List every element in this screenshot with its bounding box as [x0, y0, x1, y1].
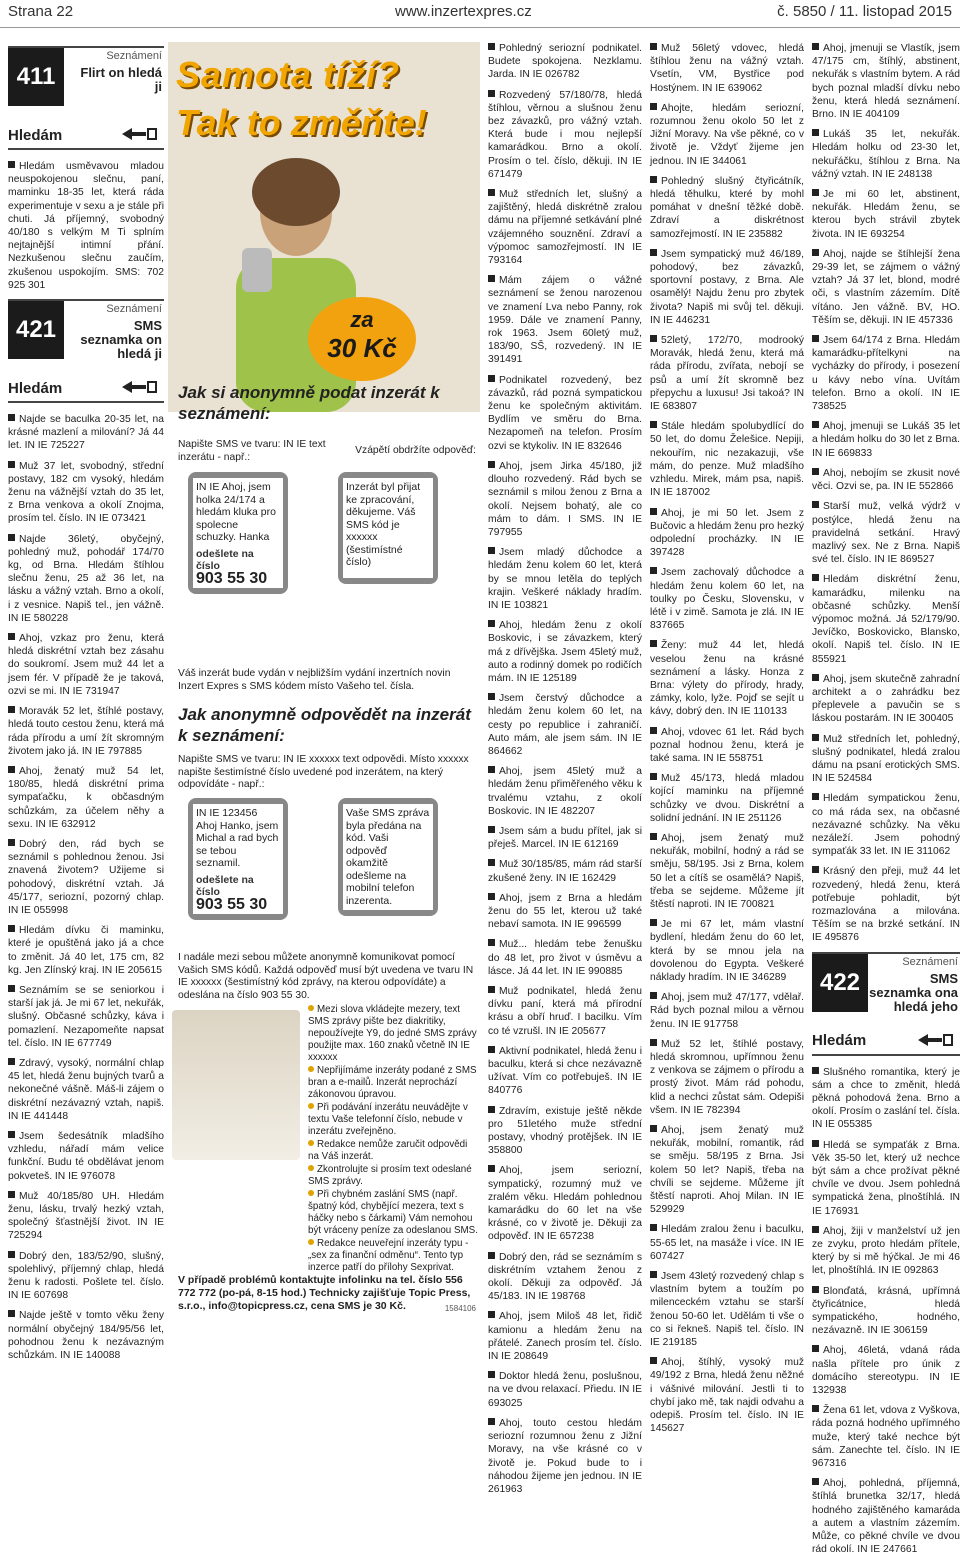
section-hledam: Hledám	[8, 379, 63, 397]
section-box-411	[8, 46, 164, 150]
bullet-square-icon	[488, 547, 495, 554]
bullet-square-icon	[488, 90, 495, 97]
bullet-square-icon	[488, 893, 495, 900]
classified-ad: Ženy: muž 44 let, hledá veselou ženu na krásné seznámení a lásky. Honza z Brna: výlety do přírody, hrady, zámky, kolo, lyže. Pojď se sejít u kávy, dobrý den. IN IE 110133	[650, 640, 804, 718]
classified-ad: Doktor hledá ženu, poslušnou, na ve dvou relaxací. Přiedu. IN IE 693025	[488, 1371, 642, 1409]
classified-ad: Muž podnikatel, hledá ženu dívku paní, která má přírodní krásu a obří hruď. I bacilku. Vím co té vzrušl. IN IE 205677	[488, 986, 642, 1037]
bullet-square-icon	[488, 986, 495, 993]
bullet-square-icon	[8, 161, 15, 168]
bullet-square-icon	[650, 249, 657, 256]
phone-illustration	[188, 472, 288, 594]
bullet-square-icon	[650, 1125, 657, 1132]
bullet-square-icon	[650, 421, 657, 428]
bullet-square-icon	[488, 375, 495, 382]
classified-ad: Ahoj, jsem Jirka 45/180, již dlouho rozvedený. Rád bych se seznámil s milou ženou z Brna a okolí. Nejsem bohatý, ale co mám to dám. I SMS. IN IE 797955	[488, 460, 642, 538]
classified-ad: Blonďatá, krásná, upřímná čtyřicátnice, hledá sympatického, hodného, nezávazně. IN IE 306159	[812, 1285, 960, 1337]
section-box-421	[8, 299, 164, 403]
classified-ad: Zdravý, vysoký, normální chlap 45 let, hledá ženu bujných tvarů a nekonečné vášně. Máš-li zájem o diskrétní nezávazný vztah, napiš. IN IE 441448	[8, 1057, 164, 1122]
bullet-square-icon	[488, 275, 495, 282]
section-code: 411	[8, 48, 64, 106]
phone-screen	[343, 478, 433, 578]
ads-list	[812, 1066, 960, 1557]
section-hledam: Hledám	[8, 126, 63, 144]
section-category: Seznámení	[106, 50, 162, 62]
bullet-square-icon	[812, 734, 819, 741]
classified-ad: Seznámím se se seniorkou i starší jak já. Je mi 67 let, nekuřák, slušný. Občasné schůzky, káva i pomazlení. Nezapomeňte napsat tel. číslo. IN IE 677749	[8, 984, 164, 1049]
classified-ad: Hledám dívku či maminku, které je opuštěná jako já a chce to změnit. Já 40 let, 175 cm, 82 kg. Jen Zlínský kraj. IN IE 205615	[8, 925, 164, 976]
bullet-square-icon	[650, 1271, 657, 1278]
bullet-square-icon	[8, 414, 15, 421]
bullet-square-icon	[812, 574, 819, 581]
phone-screen	[193, 804, 283, 914]
classified-ad: Muž... hledám tebe ženušku do 48 let, pro život v úsměvu a lásce. Já 44 let. IN IE 990885	[488, 939, 642, 977]
classified-ad: Ahoj, jsem skutečně zahradní architekt a o zahrádku bez přeplevele a pavučin se s láskou postarám. IN IE 300405	[812, 673, 960, 725]
bullet-square-icon	[650, 176, 657, 183]
bullet-square-icon	[488, 461, 495, 468]
bullet-dot-icon	[308, 1190, 314, 1196]
classified-ad: Dobrý den, 183/52/90, slušný, spolehlivý, příjemný chlap, hledá ženu k radosti. Pošlete tel. číslo. IN IE 607698	[8, 1250, 164, 1302]
rule-item: Redakce nemůže zaručit odpovědi na Váš inzerát.	[308, 1139, 468, 1162]
bullet-square-icon	[488, 826, 495, 833]
classified-ad: Ahoj, jmenuji se Vlastík, jsem 47/175 cm, štíhlý, abstinent, nekuřák s vlastním bytem. A rád bych poznal mladší dívku nebo ženu, která hledá seznámení. Brno. IN IE 404109	[812, 43, 960, 121]
example-sms: IN IE Ahoj, jsem holka 24/174 a hledám kluka pro spolecne schuzky. Hanka	[196, 481, 276, 543]
teaser-image	[168, 42, 480, 412]
bullet-square-icon	[812, 866, 819, 873]
bullet-square-icon	[812, 501, 819, 508]
classified-ad: Jsem sám a budu přítel, jak si přeješ. Marcel. IN IE 612169	[488, 825, 642, 851]
bullet-square-icon	[488, 766, 495, 773]
classified-ad: Ahoj, jmenuji se Lukáš 35 let a hledám holku do 30 let z Brna. IN IE 669833	[812, 421, 960, 459]
bullet-square-icon	[650, 335, 657, 342]
price-prefix: za	[350, 307, 374, 332]
bullet-square-icon	[812, 189, 819, 196]
classified-ad: Ahoj, hledám ženu z okolí Boskovic, i se závazkem, který má z dřívějška. Jsem 45letý muž, auto a rodinný domek po rodičích mám. IN IE 125189	[488, 620, 642, 684]
classified-ad: Krásný den přeji, muž 44 let rozvedený, hledá ženu, která potřebuje pohladit, být rozmazlována a milována. Těším se na brzké setkání. IN IE 495876	[812, 866, 960, 944]
rule-item: Při podávání inzerátu neuvádějte v textu Vaše telefonní číslo, nebude v inzerátu zveřejněno.	[308, 1102, 468, 1137]
bullet-square-icon	[8, 633, 15, 640]
ads-list	[8, 160, 164, 292]
classified-ad: Jsem zachovalý důchodce a hledám ženu kolem 60 let, na toulky po Česku, Slovensku, v létě i v zimě. Samota je zlá. IN IE 837665	[650, 567, 804, 632]
bullet-square-icon	[812, 468, 819, 475]
bullet-square-icon	[488, 620, 495, 627]
bullet-square-icon	[812, 1286, 819, 1293]
classified-ad: Muž středních let, pohledný, slušný podnikatel, hledá zralou dámu na psaní erotických SMS. IN IE 524584	[812, 733, 960, 785]
classified-ad: Najde 36letý, obyčejný, pohledný muž, pohodář 174/70 kg, od Brna. Hledám štíhlou slečnu ženu, 25 až 36 let, na lásku a vážný vztah. Brno a okolí, i z vesnice. Napiš tel., jen vážně. IN IE 580228	[8, 533, 164, 624]
rules-list	[308, 1004, 478, 1275]
bullet-square-icon	[812, 1067, 819, 1074]
ads-list	[8, 413, 164, 1362]
section-code: 421	[8, 301, 64, 359]
phone-screen	[343, 804, 433, 910]
divider	[8, 148, 164, 150]
classified-ad: Ahoj, štíhlý, vysoký muž 49/192 z Brna, hledá ženu něžné i vášnivé milování. Jestli ti to chybí jako mě, tak najdi odvahu a odepiš. Prosím tel. číslo. IN IE 145627	[650, 1357, 804, 1435]
classified-ad: Hledám sympatickou ženu, co má ráda sex, na občasné nezávazné schůzky. Na věku nezáleží. Jsem pohodný sympaťák 33 let. IN IE 311062	[812, 793, 960, 858]
section-hledam: Hledám	[812, 1032, 867, 1050]
bullet-square-icon	[650, 992, 657, 999]
bullet-square-icon	[812, 1345, 819, 1352]
bullet-square-icon	[812, 674, 819, 681]
section-category: Seznámení	[106, 303, 162, 316]
example-reply: Vaše SMS zpráva byla předána na kód. Vaši odpověď okamžitě odešleme na mobilní telefon inzerenta.	[346, 807, 430, 907]
bullet-square-icon	[8, 925, 15, 932]
phone-illustration	[338, 472, 438, 584]
classified-ad: Dobrý den, rád se seznámím s diskrétním vztahem ženou z okolí. Děkuji za odpověď. Já 45/183. IN IE 198768	[488, 1251, 642, 1303]
classified-ad: Muž 56letý vdovec, hledá štíhlou ženu na vážný vztah. Vsetín, VM, Bystřice pod Hostýnem. IN IE 639062	[650, 43, 804, 94]
classified-ad: Jsem 64/174 z Brna. Hledám kamarádku-přítelkyni na vycházky do přírody, i posezení u kávy nebo vína. Uvítám telefon. Brno a okolí. IN IE 738525	[812, 335, 960, 413]
bullet-square-icon	[8, 1251, 15, 1258]
classified-ad: Pohledný seriozní podnikatel. Budete spokojena. Nezklamu. Jarda. IN IE 026782	[488, 43, 642, 81]
bullet-square-icon	[812, 1478, 819, 1485]
classified-ad: Hledám usměvavou mladou neuspokojenou slečnu, paní, maminku 18-35 let, která ráda experimentuje v sexu a je stále při chuti. Já příjemný, svobodný 40/180 s velkým M Ti splním nejtajnější intimní přání. Nezkušenou slečnu zaučím, zkušenou uspokojím. SMS: 702 925 301	[8, 161, 164, 291]
bullet-square-icon	[650, 567, 657, 574]
classified-ad: Ahoj, vzkaz pro ženu, která hledá diskrétní vztah bez zásahu do soukromí. Jsem muž 44 let a jsem fér. V případě že je taková, ozvi se mi. IN IE 731947	[8, 633, 164, 697]
bullet-square-icon	[650, 508, 657, 515]
headline-2: Tak to změňte!	[176, 102, 427, 143]
example-sms: IN IE 123456 Ahoj Hanko, jsem Michal a rad bych se tebou seznamil.	[196, 807, 279, 869]
bullet-dot-icon	[308, 1239, 314, 1245]
bullet-square-icon	[488, 1046, 495, 1053]
classified-ad: Jsem sympatický muž 46/189, pohodový, bez závazků, sportovní postavy, z Brna. Ale osamělý! Najdu ženu pro zbytek života? Napiš mi svůj tel. děkuji. IN IE 446231	[650, 248, 804, 326]
phone-screen	[193, 478, 283, 588]
classified-ad: Ahoj, žiji v manželství už jen ze zvyku, proto hledám přítele, který by si mě hýčkal. Je mi 46 let, plnoštíhlá. IN IE 092863	[812, 1225, 960, 1277]
section-subtitle: Flirt on hledá ji	[80, 65, 162, 94]
bullet-square-icon	[8, 1131, 15, 1138]
bullet-square-icon	[650, 640, 657, 647]
rule-item: Při chybném zaslání SMS (např. špatný kód, chybějící mezera, text s háčky nebo s čárkami) Vám nemohou být vráceny peníze za odeslanou SMS.	[308, 1189, 478, 1236]
section-category: Seznámení	[902, 955, 958, 968]
woman-photo	[172, 1010, 300, 1160]
classified-ad: Lukáš 35 let, nekuřák. Hledám holku od 23-30 let, nekuřáčku, štíhlou z Brna. Na vážný vztah. IN IE 248138	[812, 129, 960, 180]
how-reply-title: Jak anonymně odpovědět na inzerát k seznámení:	[178, 705, 471, 745]
rule-item: Zkontrolujte si prosím text odeslané SMS zprávy.	[308, 1164, 472, 1187]
bullet-square-icon	[650, 1357, 657, 1364]
rule-item: Nepřijímáme inzeráty podané z SMS bran a e-mailů. Inzerát neprochází zákonovou úpravou.	[308, 1065, 477, 1100]
send-label: odešlete na číslo	[196, 873, 254, 898]
classified-ad: Ahoj, jsem ženatý muž nekuřák, mobilní, romantik, rád se směju. 58/195 z Brna. Jsi kolem 50 let? Napiš, třeba na chvíli se sejdeme. Můžeme jít štěstí naproti. Ahoj Milan. IN IE 529929	[650, 1125, 804, 1216]
classified-ad: Jsem 43letý rozvedený chlap s vlastním bytem a toužím po milenceckém vztahu se starší ženou 50-60 let. Udělám ti vše o co si řekneš. Napiš tel. číslo. IN IE 219185	[650, 1271, 804, 1349]
rule-item: Mezi slova vkládejte mezery, text SMS zprávy pište bez diakritiky, nepoužívejte Y9, do jedné SMS zprávy použijte max. 160 znaků včetně IN IE xxxxxx	[308, 1004, 477, 1063]
classified-ad: Jsem mladý důchodce a hledám ženu kolem 60 let, která by se mnou letěla do teplých krajin. Veškeré náklady hradím. IN IE 103821	[488, 547, 642, 611]
bullet-square-icon	[812, 1140, 819, 1147]
bullet-square-icon	[488, 1165, 495, 1172]
infoline-box: V případě problémů kontaktujte infolinku na tel. číslo 556 772 772 (po-pá, 8-15 hod.) Technicky zajišťuje Topic Press, s.r.o., info@topicpress.cz, cena SMS je 30 Kč.	[178, 1274, 471, 1312]
price-badge	[308, 297, 416, 381]
publish-note: Váš inzerát bude vydán v nejbližším vydání inzertních novin Inzert Expres s SMS kódem místo Vašeho tel. čísla.	[178, 668, 451, 692]
classified-ad: Ahoj, je mi 50 let. Jsem z Bučovic a hledám ženu pro hezký odpolední procházky. IN IE 397428	[650, 507, 804, 559]
classified-ad: Pohledný slušný čtyřicátník, hledá těhulku, které by mohl pomáhat v dnešní těžké době. Zdraví a diskrétnost samozřejmostí. IN IE 235882	[650, 175, 804, 240]
bullet-square-icon	[812, 793, 819, 800]
bullet-square-icon	[488, 1311, 495, 1318]
ad-code: 1584106	[444, 1304, 476, 1313]
classified-ad: Žena 61 let, vdova z Vyškova, ráda pozná hodného upřímného muže, který také nechce být sám. Zanechte tel. číslo. IN IE 967316	[812, 1405, 960, 1470]
bullet-square-icon	[8, 534, 15, 541]
bullet-square-icon	[812, 129, 819, 136]
classified-ad: Podnikatel rozvedený, bez závazků, rád pozná sympatickou ženu ke společným aktivitám. Bydlím ve směru do Brna. Nezapomeň na telefon. Prosím ozvi se ktykoliv. IN IE 832646	[488, 374, 642, 452]
bullet-square-icon	[8, 706, 15, 713]
classified-ad: Muž středních let, slušný a zajištěný, hledá diskrétně zralou dámu na příjemné setkávání plné vzájemného souznění. Zdraví a výpomoc samozřejmostí. IN IE 793164	[488, 189, 642, 267]
classified-ad: Dobrý den, rád bych se seznámil s pohlednou ženou. Jsi znavená životem? Užijeme si pohodový, diskrétní vztah. Já 45/177, seriozní, pozorný chlap. IN IE 055998	[8, 838, 164, 916]
bullet-square-icon	[650, 1039, 657, 1046]
bullet-square-icon	[8, 766, 15, 773]
phone-illustration	[188, 798, 288, 920]
column-4	[488, 42, 642, 1503]
bullet-square-icon	[8, 1058, 15, 1065]
bullet-square-icon	[8, 1191, 15, 1198]
bullet-square-icon	[812, 1226, 819, 1233]
column-1	[8, 42, 164, 1369]
bullet-square-icon	[488, 1418, 495, 1425]
classified-ad: Ahoj, 46letá, vdaná ráda našla přítele pro únik z domácího stereotypu. IN IE 132938	[812, 1345, 960, 1397]
bullet-square-icon	[8, 461, 15, 468]
classified-ad: Ahoj, najde se štíhlejší žena 29-39 let, se zájmem o vážný vztah? Já 37 let, blond, modré oči, s vlastním zázemím. Dítě vítáno. Jen vážně. BV, HO. Těším se, děkuji. IN IE 457336	[812, 248, 960, 326]
bullet-square-icon	[488, 1106, 495, 1113]
bullet-square-icon	[8, 1310, 15, 1317]
classified-ad: Ahoj, jsem seriozní, sympatický, rozumný muž ve zralém věku. Hledám pohlednou kamarádku do 60 let na vše krásné, co v životě je. Děkuji za odpověď. IN IE 657238	[488, 1165, 642, 1243]
classified-ad: Jsem šedesátník mladšího vzhledu, nářadí mám velice funkční. Budu té obdělávat jenom pokveteš. IN IE 976078	[8, 1130, 164, 1182]
reply-caption: Vzápětí obdržíte odpověď:	[355, 445, 476, 456]
classified-ad: Ahoj, jsem z Brna a hledám ženu do 55 let, kterou už také nebaví samota. IN IE 996599	[488, 892, 642, 931]
promo-panel	[168, 42, 480, 1318]
classified-ad: Muž 45/173, hledá mladou kojící maminku na příjemné schůzky ve dvou. Diskrétní a solidní jednání. IN IE 251126	[650, 773, 804, 824]
bullet-square-icon	[812, 249, 819, 256]
classified-ad: Muž 30/185/85, mám rád starší zkušené ženy. IN IE 162429	[488, 859, 642, 884]
bullet-square-icon	[812, 1405, 819, 1412]
classified-ad: Zdravím, existuje ještě někde pro 51letého muže střední postavy, vhodný protějšek. IN IE 358800	[488, 1105, 642, 1157]
section-code: 422	[812, 954, 868, 1012]
divider	[812, 1054, 960, 1056]
bullet-square-icon	[488, 693, 495, 700]
bullet-square-icon	[650, 773, 657, 780]
classified-ad: Ahoj, touto cestou hledám seriozní rozumnou ženu z Jižní Moravy, na vše krásné co v životě je. Pokud bude to i náhodou žijeme jen jednou. IN IE 261963	[488, 1417, 642, 1495]
classified-ad: Je mi 60 let, abstinent, nekuřák. Hledám ženu, se kterou bych strávil zbytek života. IN IE 693254	[812, 189, 960, 240]
price-amount: 30 Kč	[327, 333, 397, 363]
classified-ad: Aktivní podnikatel, hledá ženu i baculku, která si chce nezávazně užívat. Vím co potřebuješ. IN IE 840776	[488, 1045, 642, 1097]
send-label: odešlete na číslo	[196, 547, 254, 572]
bullet-dot-icon	[308, 1066, 314, 1072]
page-header	[0, 0, 960, 28]
bullet-square-icon	[488, 859, 495, 866]
phone-illustration	[338, 798, 438, 916]
classified-ad: Starší muž, velká výdrž v postýlce, hledá ženu na pravidelná setkání. Hravý mazlivý sex. Ne z Brna. Napiš své tel. číslo. IN IE 869527	[812, 501, 960, 566]
classified-ad: Hledám diskrétní ženu, kamarádku, milenku na občasné schůzky. Menší výpomoc možná. Já 52/179/90. Jevíčko, Boskovicko, Blansko, okolí. Napiš tel. číslo. IN IE 855921	[812, 574, 960, 665]
classified-ad: Ahojte, hledám seriozní, rozumnou ženu okolo 50 let z Jižní Moravy. Na vše pěkné, co v životě je. Vždyť žijeme jen jednou. IN IE 344061	[650, 102, 804, 167]
bullet-square-icon	[488, 189, 495, 196]
site-url[interactable]: www.inzertexpres.cz	[395, 3, 532, 20]
bullet-square-icon	[650, 103, 657, 110]
bullet-dot-icon	[308, 1140, 314, 1146]
sms-number: 903 55 30	[196, 569, 268, 587]
classified-ad: Ahoj, jsem ženatý muž nekuřák, mobilní, hodný a rád se směju, 58/195. Jsi z Brna, kolem 50 let a cítíš se osamělá? Napiš, třeba se sejdeme. Můžeme jít štěstí naproti. IN IE 700821	[650, 832, 804, 910]
classified-ad: Najde se baculka 20-35 let, na krásné mazlení a milování? Já 44 let. IN IE 725227	[8, 414, 164, 452]
classified-ad: Najde ještě v tomto věku ženy normální obyčejný 184/95/56 let, pohodnou ženu k nezávazným schůzkám. IN IE 140088	[8, 1310, 164, 1362]
classified-ad: Ahoj, nebojím se zkusit nové věci. Ozvi se, pa. IN IE 552866	[812, 467, 960, 493]
section-subtitle: SMS seznamka ona hledá jeho	[869, 970, 958, 1014]
bullet-square-icon	[812, 43, 819, 50]
bullet-square-icon	[812, 421, 819, 428]
ads-list	[812, 42, 960, 945]
bullet-dot-icon	[308, 1165, 314, 1171]
classified-ad: Moravák 52 let, štíhlé postavy, hledá touto cestou ženu, která má ráda přírodu a umí žít skromným životem jako já. IN IE 797885	[8, 706, 164, 757]
classified-ad: Ahoj, vdovec 61 let. Rád bych poznal hodnou ženu, která je také sama. IN IE 558751	[650, 726, 804, 764]
classified-ad: Muž 52 let, štíhlé postavy, hledá skromnou, upřímnou ženu z venkova se zájmem o přírodu a prostý život. Mám rád pohodu, klid a nechci zůstat sám. Odepiši všem. IN IE 782394	[650, 1038, 804, 1116]
bullet-square-icon	[650, 1224, 657, 1231]
classified-ad: Ahoj, jsem 45letý muž a hledám ženu přiměřeného věku k trvalému vztahu, z okolí Boskovic. IN IE 482207	[488, 766, 642, 817]
divider	[8, 401, 164, 403]
issue-info: č. 5850 / 11. listopad 2015	[777, 3, 952, 20]
classified-ad: Rozvedený 57/180/78, hledá štíhlou, věrnou a slušnou ženu bez závazků, pro vážný vztah. Která bude i mou nejlepší kamarádkou. Brno a okolí. Prosím o tel. číslo, děkuji. IN IE 671479	[488, 89, 642, 180]
headline-1: Samota tíží?	[176, 54, 401, 95]
bullet-square-icon	[488, 43, 495, 50]
classified-ad: Muž 37 let, svobodný, střední postavy, 182 cm vysoký, hledám ženu na vážnější vztah do 35 let, z Brna venkova a okolí Znojma, prosím tel. číslo. IN IE 073421	[8, 460, 164, 525]
classified-ad: Ahoj, jsem Miloš 48 let, řidič kamionu a hledám ženu na přátelé. Zanech prosím tel. číslo. IN IE 208649	[488, 1311, 642, 1363]
submit-instructions: Napište SMS ve tvaru: IN IE text inzerátu - např.:	[178, 439, 326, 463]
classified-ad: Ahoj, jsem muž 47/177, vdělař. Rád bych poznal milou a věrnou ženu. IN IE 917758	[650, 992, 804, 1030]
bullet-square-icon	[650, 43, 657, 50]
classified-ad: Jsem čerstvý důchodce a hledám ženu kolem 60 let, na cesty po republice i zahraničí. Auto mám, ale jsem sám. IN IE 864662	[488, 693, 642, 757]
bullet-square-icon	[488, 939, 495, 946]
page-number: Strana 22	[8, 3, 74, 20]
section-subtitle: SMS seznamka on hledá ji	[80, 318, 162, 362]
bullet-square-icon	[8, 985, 15, 992]
bullet-square-icon	[8, 839, 15, 846]
bullet-square-icon	[488, 1252, 495, 1259]
classified-ad: Stále hledám spolubydlící do 50 let, do domu Želešice. Nepiji, nekouřím, nic nezakazuji, vše mám, do penze. Muž mladšího vzhledu. Mirek, mám psa, napiš. IN IE 187002	[650, 421, 804, 499]
sms-number: 903 55 30	[196, 895, 268, 913]
arrow-icon	[120, 379, 158, 395]
column-5	[650, 42, 804, 1443]
example-reply: Inzerát byl přijat ke zpracování, děkujeme. Váš SMS kód je xxxxxx (šestimístné číslo)	[346, 481, 421, 568]
bullet-square-icon	[488, 1371, 495, 1378]
classified-ad: Muž 40/185/80 UH. Hledám ženu, lásku, trvalý hezký vztah, společný šťastnější život. IN IE 725294	[8, 1190, 164, 1242]
column-6	[812, 42, 960, 1564]
arrow-icon	[916, 1032, 954, 1048]
bullet-dot-icon	[308, 1005, 314, 1011]
classified-ad: Je mi 67 let, mám vlastní bydlení, hledám ženu do 60 let, která by se mnou jela na dovolenou do Egypta. Veškeré náklady hradím. IN IE 346289	[650, 919, 804, 983]
bullet-square-icon	[650, 833, 657, 840]
bullet-square-icon	[650, 727, 657, 734]
classified-ad: Mám zájem o vážné seznámení se ženou narozenou ve znamení Lva nebo Panny, rok 1959. Dále ve znamení Panny, rok 1963. Jsem 60letý muž, 183/90, SŠ, rozvedený. IN IE 391491	[488, 275, 642, 366]
bullet-square-icon	[650, 919, 657, 926]
classified-ad: 52letý, 172/70, modrooký Moravák, hledá ženu, která má ráda přírodu, zvířata, nebojí se psů a umí žít skromně bez přepychu a luxusu! Jsi takoá? IN IE 683807	[650, 335, 804, 413]
bullet-square-icon	[812, 335, 819, 342]
classified-ad: Hledá se sympaťák z Brna. Věk 35-50 let, který už nechce být sám a chce prožívat pěkné chvíle ve dvou. Jsem pohledná sympatická žena, plnoštíhlá. IN IE 176931	[812, 1139, 960, 1217]
classified-ad: Ahoj, ženatý muž 54 let, 180/85, hledá diskrétní prima sympaťačku, k občasdným schůzkám, za účelem něhy a sexu. IN IE 632912	[8, 765, 164, 830]
bullet-dot-icon	[308, 1103, 314, 1109]
classified-ad: Hledám zralou ženu i baculku, 55-65 let, na masáže i více. IN IE 607427	[650, 1224, 804, 1262]
arrow-icon	[120, 126, 158, 142]
section-box-422	[812, 952, 960, 1056]
reply-instructions: Napište SMS ve tvaru: IN IE xxxxxx text odpovědi. Místo xxxxxx napište šestimístné číslo uvedené pod inzerátem, na který odpovídáte - např.:	[178, 754, 469, 790]
communication-note: I nadále mezi sebou můžete anonymně komunikovat pomocí Vašich SMS kódů. Každá odpověď musí být uvedena ve tvaru IN IE xxxxxx (šestimístný kód zprávy, na kterou odpovídáte) a odeslána na číslo 903 55 30.	[178, 952, 474, 1001]
how-submit-title: Jak si anonymně podat inzerát k seznámení:	[178, 383, 440, 423]
classified-ad: Ahoj, pohledná, příjemná, štíhlá brunetka 32/17, hledá hodného zajištěného kamaráda a autem a vlastním zázemím. Může, co pěkné chvíle ve dvou rád okolí. IN IE 247661	[812, 1478, 960, 1556]
classified-ad: Slušného romantika, který je sám a chce to změnit, hledá pěkná pohodová žena. Brno a okolí. Prosím o zaslání tel. čísla. IN IE 055385	[812, 1066, 960, 1131]
rule-item: Redakce neuveřejní inzeráty typu - „sex za finanční odměnu“. Tento typ inzerce patří do přílohy Sexprivat.	[308, 1238, 469, 1273]
